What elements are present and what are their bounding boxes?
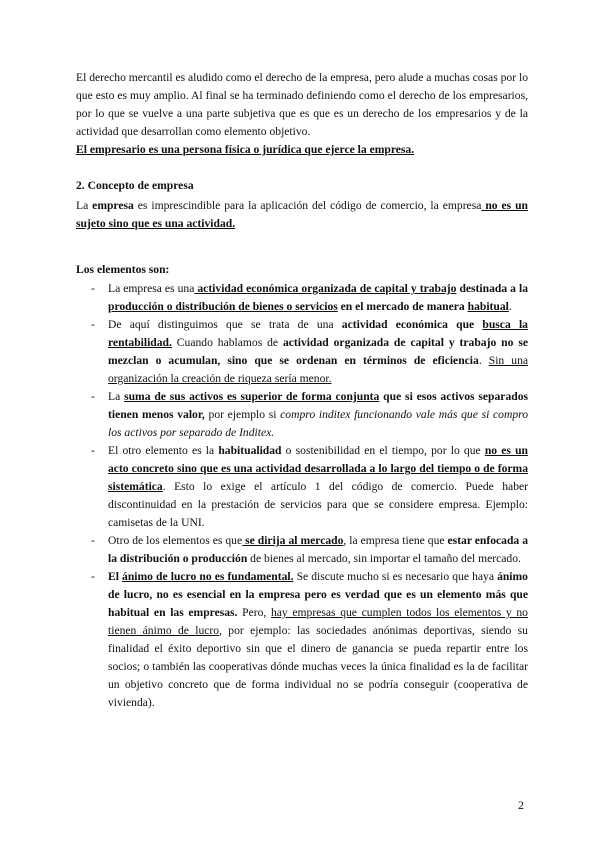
list-item: - De aquí distinguimos que se trata de una actividad económica que busca la rentabilidad. Cuando hablamos de actividad organizada de capital y trabajo no se mezclan o acumulan, sino que se ordenan en términos de eficiencia. Sin una organización la creación de riqueza sería menor. <box>91 318 529 385</box>
list-item: - Otro de los elementos es que se dirija al mercado, la empresa tiene que estar enfocada a la distribución o producción de bienes al mercado, sin importar el tamaño del mercado. <box>91 534 529 565</box>
elements-heading: Los elementos son: <box>76 263 170 276</box>
page-number: 2 <box>518 798 524 812</box>
list-item: - La empresa es una actividad económica organizada de capital y trabajo destinada a la producción o distribución de bienes o servicios en el mercado de manera habitual. <box>91 282 528 313</box>
list-item: - El otro elemento es la habitualidad o sostenibilidad en el tiempo, por lo que no es un acto concreto sino que es una actividad desarrollada a lo largo del tiempo o de forma sistemática. Esto lo exige el artículo 1 del código de comercio. Puede haber discontinuidad en la prestación de servicios para que se considere empresa. Ejemplo: camisetas de la UNI. <box>91 444 528 529</box>
list-item: - La suma de sus activos es superior de forma conjunta que si esos activos separados tienen menos valor, por ejemplo si compro inditex funcionando vale más que si compro los activos por separado de Inditex. <box>91 390 528 439</box>
page-content <box>76 69 528 712</box>
section-heading: 2. Concepto de empresa <box>76 179 194 192</box>
concept-paragraph: La empresa es imprescindible para la aplicación del código de comercio, la empresa no es un sujeto sino que es una actividad. <box>76 199 528 230</box>
list-item: - El ánimo de lucro no es fundamental. Se discute mucho si es necesario que haya ánimo de lucro, no es esencial en la empresa pero es verdad que es un elemento más que habitual en las empresas. Pero, hay empresas que cumplen todos los elementos y no tienen ánimo de lucro, por ejemplo: las sociedades anónimas deportivas, siendo su finalidad el éxito deportivo sin que el dinero de ganancia se pueda repartir entre los socios; o también las cooperativas dónde muchas veces la única finalidad es la de facilitar un objetivo concreto que de forma individual no se podría conseguir (cooperativa de vivienda). <box>91 570 528 709</box>
elements-list <box>76 280 528 712</box>
intro-paragraph: El derecho mercantil es aludido como el derecho de la empresa, pero alude a muchas cosas por lo que esto es muy amplio. Al final se ha terminado definiendo como el derecho de los empresarios, por lo que se vuelve a una parte subjetiva que es que es un derecho de los empresarios y de la actividad que desarrollan como elemento objetivo. <box>76 71 528 138</box>
empresario-definition: El empresario es una persona física o jurídica que ejerce la empresa. <box>76 143 415 156</box>
